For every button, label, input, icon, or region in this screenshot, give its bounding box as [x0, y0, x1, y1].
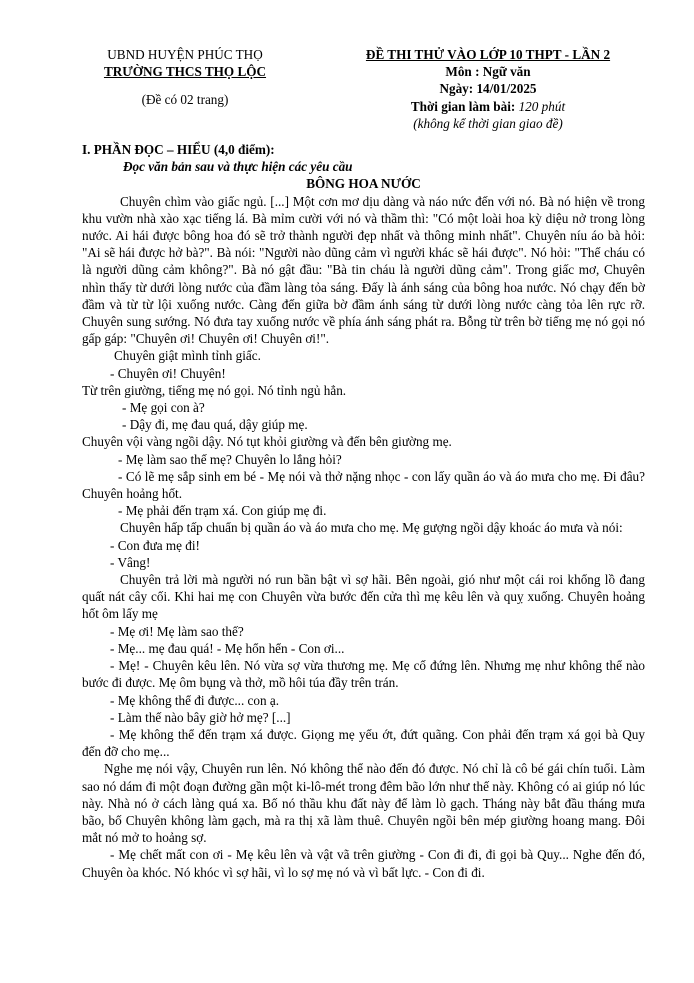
section-title: I. PHẦN ĐỌC – HIỂU (4,0 điểm):	[82, 142, 275, 157]
paragraph: - Mẹ làm sao thế mẹ? Chuyên lo lắng hỏi?	[118, 451, 342, 467]
exam-date: Ngày: 14/01/2025	[439, 81, 537, 97]
header-right	[318, 46, 658, 132]
paragraph: - Mẹ không thể đi được... con ạ.	[110, 692, 280, 708]
exam-duration	[318, 98, 658, 115]
paragraph: - Mẹ... mẹ đau quá! - Mẹ hổn hển - Con ơi...	[110, 640, 345, 656]
paragraph: - Mẹ ơi! Mẹ làm sao thế?	[110, 623, 244, 639]
section-instruction: Đọc văn bản sau và thực hiện các yêu cầu	[123, 159, 353, 175]
paragraph: Nghe mẹ nói vậy, Chuyên run lên. Nó không thể nào đến đó được. Nó chỉ là cô bé gái chín tuổi. Làm sao nó dám đi một đoạn đường gần một ki-lô-mét trong đêm bão lớn như thế này. Không có ai giúp nó lúc này. Nhà nó ở cách làng quá xa. Bố nó thầu khu đất này để làm lò gạch. Tháng này bắt đầu tháng mưa bão, bố Chuyên không làm gạch, mà ra thị xã làm thuê. Chuyên ngồi bên mép giường hoang mang. Đôi mắt nó mở to hoảng sợ.	[82, 761, 645, 846]
paragraph: - Chuyên ơi! Chuyên!	[110, 365, 226, 381]
paragraph: Chuyên giật mình tỉnh giấc.	[114, 348, 261, 364]
paragraph: - Mẹ chết mất con ơi - Mẹ kêu lên và vật vã trên giường - Con đi đi, đi gọi bà Quy... Nghe đến đó, Chuyên òa khóc. Nó khóc vì sợ hãi, vì lo sợ mẹ nó và vì bất lực. - Con đi đi.	[82, 847, 645, 880]
paragraph: - Làm thế nào bây giờ hở mẹ? [...]	[110, 709, 291, 725]
exam-body	[82, 141, 645, 881]
paragraph: Chuyên vội vàng ngồi dậy. Nó tụt khỏi giường và đến bên giường mẹ.	[82, 434, 452, 450]
exam-title: ĐỀ THI THỬ VÀO LỚP 10 THPT - LẦN 2	[365, 47, 611, 62]
page-count-note: (Đề có 02 trang)	[141, 92, 229, 108]
paragraph: - Mẹ phải đến trạm xá. Con giúp mẹ đi.	[118, 503, 327, 519]
paragraph: - Mẹ không thể đến trạm xá được. Giọng mẹ yếu ớt, đứt quãng. Con phải đến trạm xá gọi bà Quy đến đỡ cho mẹ...	[82, 726, 645, 760]
header-left	[60, 46, 310, 109]
duration-note: (không kể thời gian giao đề)	[413, 115, 563, 131]
paragraph: - Vâng!	[110, 554, 151, 570]
district-name: UBND HUYỆN PHÚC THỌ	[107, 47, 263, 62]
paragraph: Chuyên trả lời mà người nó run bần bật vì sợ hãi. Bên ngoài, gió như một cái roi khổng lồ đang quất nát cây cối. Khi hai mẹ con Chuyên vừa bước đến cửa thì mẹ kêu lên và quỵ xuống. Chuyên hoảng hốt ôm lấy mẹ	[82, 572, 645, 622]
paragraph: - Dậy đi, mẹ đau quá, dậy giúp mẹ.	[122, 417, 308, 433]
story-title: BÔNG HOA NƯỚC	[306, 176, 421, 192]
paragraph: Từ trên giường, tiếng mẹ nó gọi. Nó tỉnh ngủ hẳn.	[82, 382, 347, 398]
paragraph: - Có lẽ mẹ sắp sinh em bé - Mẹ nói và thở nặng nhọc - con lấy quần áo và áo mưa cho mẹ. Đi đâu? Chuyên hoảng hốt.	[82, 468, 645, 502]
paragraph: Chuyên hấp tấp chuẩn bị quần áo và áo mưa cho mẹ. Mẹ gượng ngồi dậy khoác áo mưa và nói:	[120, 520, 623, 536]
paragraph: - Mẹ gọi con à?	[122, 400, 205, 416]
paragraph: Chuyên chìm vào giấc ngủ. [...] Một cơn mơ dịu dàng và náo nức đến với nó. Bà nó hiện về trong khu vườn nhà xào xạc tiếng lá. Bà mỉm cười với nó và thầm thì: "Có một loài hoa kỳ diệu nở trong lòng nước. Ai hái được bông hoa đó sẽ trở thành người đẹp nhất và thông minh nhất". Chuyên níu áo bà hỏi: "Ai sẽ hái được hở bà?". Bà nói: "Người nào dũng cảm vì người khác sẽ hái được". Nó hỏi: "Thế cháu có là người dũng cảm không?". Bà nó gật đầu: "Bà tin cháu là người dũng cảm". Trong giấc mơ, Chuyên nhìn thấy từ dưới lòng nước của đầm làng tỏa sáng. Đấy là ánh sáng của bông hoa nước. Nó chạy đến bờ đầm và từ từ lội xuống nước. Càng đến giữa bờ đầm ánh sáng từ dưới lòng nước càng tỏa lên rực rỡ. Chuyên sung sướng. Nó đưa tay xuống nước về phía ánh sáng phát ra. Bỗng từ trên bờ tiếng mẹ nó gọi nó gấp gáp: "Chuyên ơi! Chuyên ơi! Chuyên ơi!".	[82, 193, 645, 347]
paragraph: - Con đưa mẹ đi!	[110, 537, 200, 553]
paragraph: - Mẹ! - Chuyên kêu lên. Nó vừa sợ vừa thương mẹ. Mẹ cố đứng lên. Nhưng mẹ như không thể nào bước đi được. Mẹ ôm bụng và thở, mồ hôi túa đầy trên trán.	[82, 658, 645, 691]
exam-subject: Môn : Ngữ văn	[445, 64, 531, 80]
school-name: TRƯỜNG THCS THỌ LỘC	[103, 64, 267, 80]
duration-label: Thời gian làm bài:	[410, 98, 519, 114]
duration-value: 120 phút	[518, 98, 566, 114]
